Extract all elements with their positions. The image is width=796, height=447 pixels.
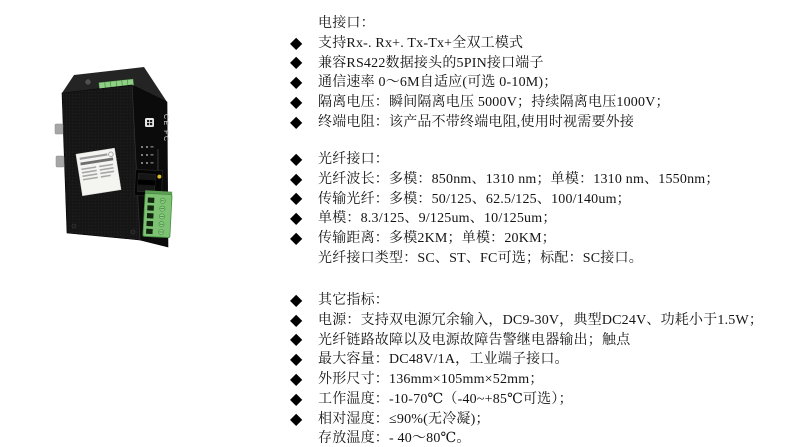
spec-line-text: 工作温度：-10-70℃（-40~+85℃可选）； — [318, 391, 573, 407]
spec-line-text: 相对湿度：≤90%(无冷凝)； — [318, 411, 490, 427]
spec-line-text: 兼容RS422数据接头的5PIN接口端子 — [318, 55, 544, 71]
ce-fc-marking: CE FC — [162, 114, 169, 143]
spec-line-text: 通信速率 0～6M自适应(可选 0-10M)； — [318, 75, 558, 91]
bullet-diamond-icon: ◆ — [290, 309, 303, 329]
spec-line — [290, 12, 796, 32]
spec-line — [290, 168, 796, 188]
spec-line — [290, 309, 796, 329]
spec-line-text: 外形尺寸：136mm×105mm×52mm； — [318, 372, 544, 388]
bullet-diamond-icon: ◆ — [290, 388, 303, 408]
spec-line-text: 传输光纤：多模：50/125、62.5/125、100/140um； — [318, 191, 631, 207]
spec-line-text: 隔离电压：瞬间隔离电压 5000V；持续隔离电压1000V； — [318, 95, 670, 111]
spec-line — [290, 71, 796, 91]
spec-line — [290, 329, 796, 349]
spec-line — [290, 111, 796, 131]
spec-line-text: 电源：支持双电源冗余输入，DC9-30V，典型DC24V、功耗小于1.5W； — [318, 312, 764, 328]
spec-section-fiber-interface — [290, 148, 796, 267]
bullet-diamond-icon: ◆ — [290, 188, 303, 208]
spec-line — [290, 428, 796, 447]
bottom-terminal-block — [143, 190, 172, 237]
spec-section-electrical-interface — [290, 12, 796, 131]
spec-line — [290, 32, 796, 52]
spec-line-text: 最大容量：DC48V/1A，工业端子接口。 — [318, 352, 569, 368]
bullet-diamond-icon: ◆ — [290, 408, 303, 428]
screw-bottom — [72, 224, 76, 228]
spec-line — [290, 368, 796, 388]
spec-line-text: 支持Rx-. Rx+. Tx-Tx+全双工模式 — [318, 35, 524, 51]
bullet-diamond-icon: ◆ — [290, 168, 303, 188]
din-clip-tab — [55, 124, 63, 134]
spec-line-text: 光纤接口： — [318, 151, 389, 167]
spec-line-text: 其它指标： — [318, 292, 389, 308]
bullet-diamond-icon: ◆ — [290, 72, 303, 92]
bullet-diamond-icon: ◆ — [290, 369, 303, 389]
spec-line — [290, 348, 796, 368]
spec-line — [290, 188, 796, 208]
spec-line-text: 光纤波长：多模：850nm、1310 nm；单模：1310 nm、1550nm； — [318, 171, 720, 187]
bullet-diamond-icon: ◆ — [290, 111, 303, 131]
bullet-diamond-icon: ◆ — [290, 289, 303, 309]
device-label — [76, 148, 121, 196]
bullet-diamond-icon: ◆ — [290, 228, 303, 248]
spec-line — [290, 388, 796, 408]
spec-line — [290, 408, 796, 428]
bullet-diamond-icon: ◆ — [290, 148, 303, 168]
spec-line-text: 单模：8.3/125、9/125um、10/125um； — [318, 211, 557, 227]
spec-line-text: 光纤链路故障以及电源故障告警继电器输出；触点 — [318, 332, 631, 348]
din-clip-tab — [56, 156, 64, 167]
bullet-diamond-icon: ◆ — [290, 349, 303, 369]
bullet-diamond-icon: ◆ — [290, 208, 303, 228]
bullet-diamond-icon: ◆ — [290, 52, 303, 72]
spec-line-text: 传输距离：多模2KM；单模：20KM； — [318, 231, 556, 247]
spec-section-other-specs — [290, 289, 796, 447]
bullet-diamond-icon: ◆ — [290, 92, 303, 112]
spec-line — [290, 247, 796, 267]
spec-line — [290, 91, 796, 111]
device-photo — [30, 55, 180, 255]
device-illustration — [30, 55, 180, 255]
spec-line — [290, 148, 796, 168]
bullet-diamond-icon: ◆ — [290, 329, 303, 349]
bullet-diamond-icon: ◆ — [290, 32, 303, 52]
spec-list — [290, 0, 796, 447]
spec-line-text: 电接口： — [318, 15, 375, 31]
screw-bottom — [131, 230, 135, 234]
spec-line — [290, 227, 796, 247]
spec-line-text: 光纤接口类型：SC、ST、FC可选；标配：SC接口。 — [318, 250, 643, 266]
spec-line — [290, 207, 796, 227]
spec-line-text: 终端电阻：该产品不带终端电阻,使用时视需要外接 — [318, 114, 635, 130]
logo-icon — [145, 118, 154, 127]
screw-top — [86, 80, 91, 85]
spec-line-text: 存放温度：- 40～80℃。 — [318, 431, 471, 447]
spec-line — [290, 289, 796, 309]
spec-line — [290, 52, 796, 72]
